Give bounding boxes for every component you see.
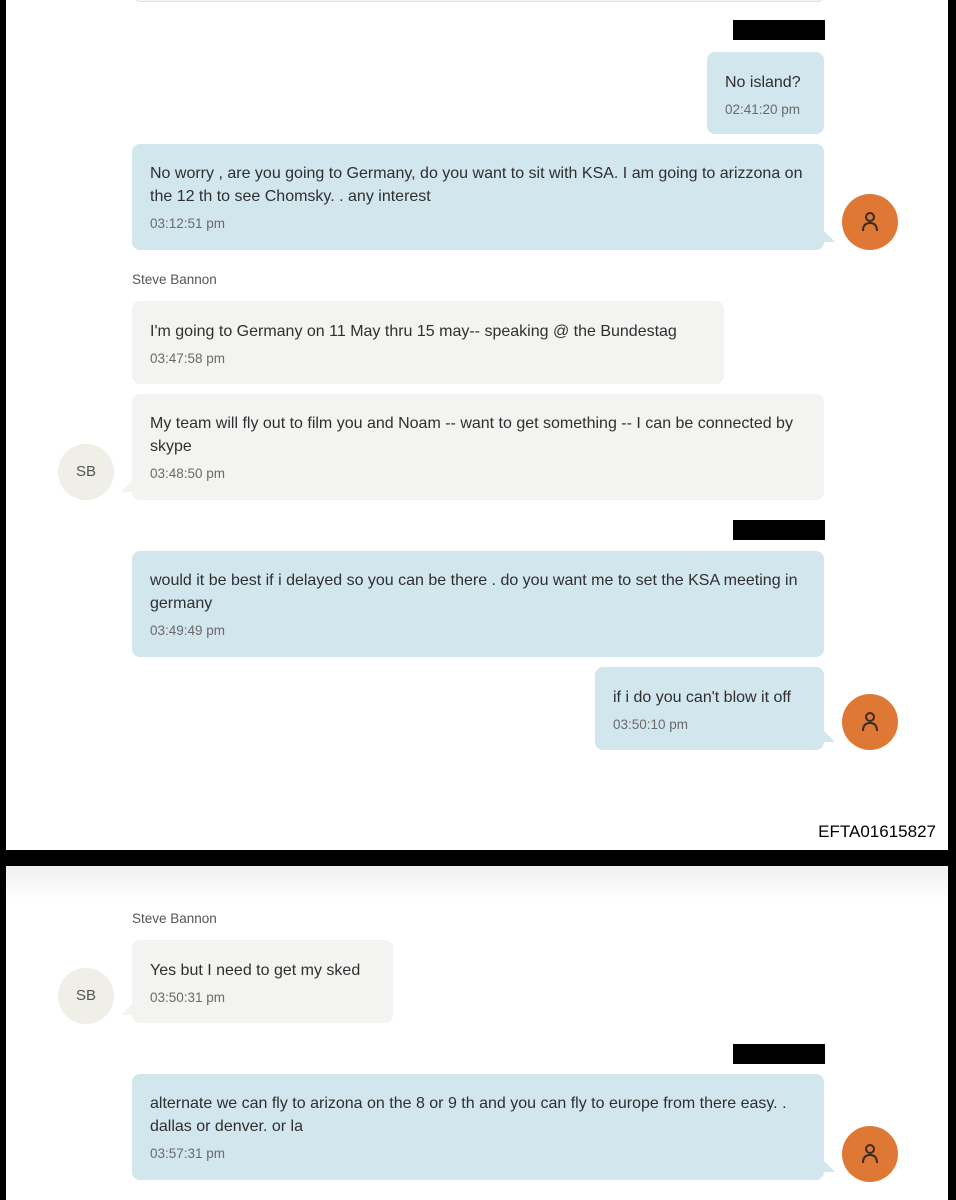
message-timestamp: 03:48:50 pm <box>150 466 226 481</box>
sender-name: Steve Bannon <box>132 911 217 926</box>
message-timestamp: 03:57:31 pm <box>150 1146 226 1161</box>
person-icon <box>859 1142 881 1166</box>
sender-avatar[interactable]: SB <box>58 444 114 500</box>
message-bubble-incoming[interactable] <box>132 394 824 500</box>
message-bubble-outgoing[interactable] <box>132 551 824 657</box>
message-text: My team will fly out to film you and Noam -- want to get something -- I can be connected by skype <box>150 415 793 455</box>
bubble-tail <box>823 1160 835 1172</box>
document-page-2 <box>6 866 948 1200</box>
previous-message-edge <box>134 0 824 2</box>
message-bubble-incoming[interactable] <box>132 301 724 384</box>
message-text: No worry , are you going to Germany, do you want to sit with KSA. I am going to arizzona on the 12 th to see Chomsky. . any interest <box>150 165 803 205</box>
message-text: I'm going to Germany on 11 May thru 15 may-- speaking @ the Bundestag <box>150 323 677 340</box>
message-bubble-outgoing[interactable] <box>132 144 824 250</box>
message-bubble-incoming[interactable] <box>132 940 393 1023</box>
message-text: No island? <box>725 74 801 91</box>
message-timestamp: 03:49:49 pm <box>150 623 226 638</box>
sender-avatar[interactable]: SB <box>58 968 114 1024</box>
message-text: if i do you can't blow it off <box>613 689 791 706</box>
user-avatar[interactable] <box>842 694 898 750</box>
bubble-tail <box>823 230 835 242</box>
page-header-shade <box>6 866 948 900</box>
bubble-tail <box>121 1003 133 1015</box>
sender-name: Steve Bannon <box>132 272 217 287</box>
bates-number: EFTA01615827 <box>818 822 936 841</box>
message-timestamp: 03:47:58 pm <box>150 351 226 366</box>
message-bubble-outgoing[interactable] <box>595 667 824 750</box>
message-bubble-outgoing[interactable] <box>132 1074 824 1180</box>
message-timestamp: 03:50:31 pm <box>150 990 226 1005</box>
message-timestamp: 03:12:51 pm <box>150 216 226 231</box>
message-bubble-outgoing[interactable] <box>707 52 824 134</box>
redaction-bar <box>733 1044 825 1064</box>
bubble-tail <box>121 480 133 492</box>
bubble-tail <box>823 730 835 742</box>
redaction-bar <box>733 520 825 540</box>
user-avatar[interactable] <box>842 194 898 250</box>
person-icon <box>859 210 881 234</box>
message-text: Yes but I need to get my sked <box>150 962 361 979</box>
redaction-bar <box>733 20 825 40</box>
user-avatar[interactable] <box>842 1126 898 1182</box>
message-timestamp: 03:50:10 pm <box>613 717 689 732</box>
message-text: alternate we can fly to arizona on the 8 or 9 th and you can fly to europe from there easy. . dallas or denver. or la <box>150 1095 787 1135</box>
message-timestamp: 02:41:20 pm <box>725 102 801 117</box>
document-page-1 <box>6 0 948 850</box>
message-text: would it be best if i delayed so you can be there . do you want me to set the KSA meeting in germany <box>150 572 798 612</box>
person-icon <box>859 710 881 734</box>
